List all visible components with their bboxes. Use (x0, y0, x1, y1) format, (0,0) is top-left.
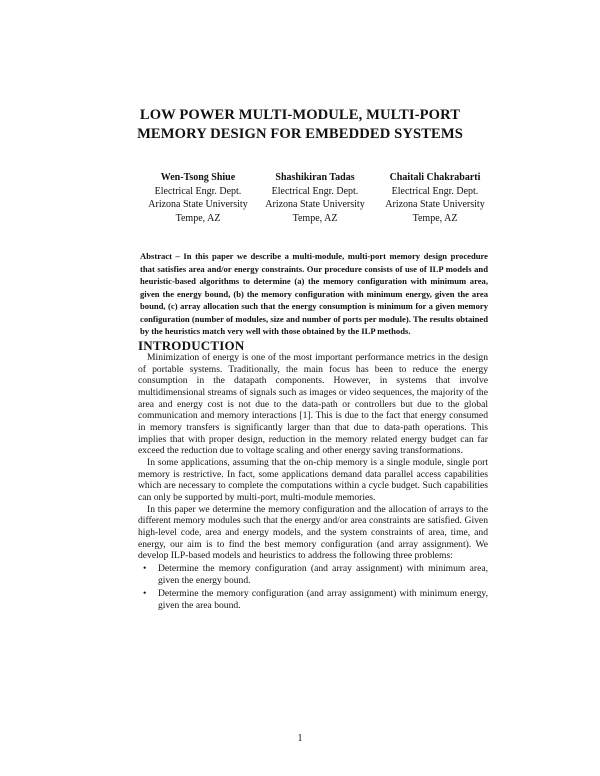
body-text (138, 352, 488, 611)
author-city: Tempe, AZ (412, 212, 458, 224)
author-3 (365, 171, 505, 225)
author-city: Tempe, AZ (175, 212, 221, 224)
list-item-text: Determine the memory configuration (and array assignment) with minimum energy, given the area bound. (158, 588, 488, 611)
abstract: Abstract – In this paper we describe a multi-module, multi-port memory design procedure that satisfies area and/or energy constraints. Our procedure consists of use of ILP models and heuristic-based algorithms to determine (a) the memory configuration with minimum area, given the energy bound, (b) the memory configuration with minimum energy, given the area bound, (c) array allocation such that the energy consumption is minimum for a given memory configuration (number of modules, size and number of ports per module). The results obtained by the heuristics match very well with those obtained by the ILP methods. (140, 251, 488, 336)
bullet-icon: • (143, 563, 147, 575)
author-dept: Electrical Engr. Dept. (391, 185, 479, 197)
author-city: Tempe, AZ (292, 212, 338, 224)
author-dept: Electrical Engr. Dept. (154, 185, 242, 197)
page-number: 1 (297, 733, 303, 744)
author-university: Arizona State University (385, 199, 485, 210)
list-item-text: Determine the memory configuration (and array assignment) with minimum area, given the energy bound. (158, 563, 488, 586)
paragraph: In some applications, assuming that the on-chip memory is a single module, single port memory is restrictive. In fact, some applications demand data parallel access capabilities which are necessary to complete the computations within a cycle budget. Such capabilities can only be supported by multi-port, multi-module memories. (138, 456, 488, 503)
paper-title (0, 106, 600, 144)
title-line-2: MEMORY DESIGN FOR EMBEDDED SYSTEMS (137, 126, 463, 142)
author-university: Arizona State University (148, 199, 248, 210)
author-dept: Electrical Engr. Dept. (271, 185, 359, 197)
author-2 (245, 171, 385, 225)
author-university: Arizona State University (265, 199, 365, 210)
author-name: Wen-Tsong Shiue (160, 172, 236, 183)
author-name: Shashikiran Tadas (275, 172, 355, 183)
title-line-1: LOW POWER MULTI-MODULE, MULTI-PORT (139, 107, 461, 123)
section-heading: INTRODUCTION (138, 338, 245, 353)
paragraph: In this paper we determine the memory configuration and the allocation of arrays to the different memory modules such that the energy and/or area constraints are satisfied. Given high-level code, area and energy models, and the system constraints of area, time, and energy, our aim is to find the best memory configuration (and array assignment). We develop ILP-based models and heuristics to address the following three problems: (138, 503, 488, 562)
list-item (138, 588, 488, 611)
bullet-icon: • (143, 588, 147, 600)
author-name: Chaitali Chakrabarti (389, 172, 481, 183)
list-item (138, 563, 488, 586)
paragraph: Minimization of energy is one of the most important performance metrics in the design of portable systems. Traditionally, the main focus has been to reduce the energy consumption in the datapath components. However, in systems that involve multidimensional streams of signals such as images or video sequences, the majority of the area and energy cost is not due to the data-path or controllers but due to the global communication and memory interactions [1]. This is due to the fact that energy consumed in memory transfers is significantly larger than that due to data-path operations. This implies that with proper design, reduction in the memory related energy budget can far exceed the reduction due to voltage scaling and other energy saving transformations. (138, 352, 488, 457)
bullet-list (138, 563, 488, 611)
